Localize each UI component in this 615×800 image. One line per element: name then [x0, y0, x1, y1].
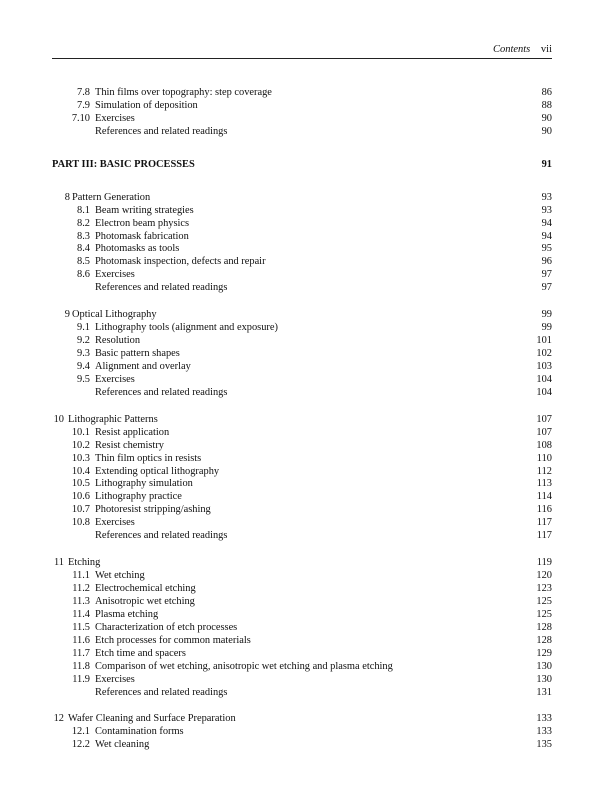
chapter-page-number: 133	[536, 713, 552, 725]
section-page-number: 107	[536, 426, 552, 438]
section-page-number: 101	[536, 335, 552, 347]
section-page-number: 93	[541, 204, 552, 216]
chapter-page-number: 107	[536, 413, 552, 425]
section-page-number: 123	[536, 583, 552, 594]
section-page-number: 135	[536, 739, 552, 751]
toc-section-entry[interactable]	[52, 583, 552, 596]
section-title: Exercises	[95, 112, 135, 124]
section-title: Etch processes for common materials	[95, 634, 251, 646]
section-page-number: 104	[536, 386, 552, 398]
section-number: 10.1	[71, 426, 90, 438]
section-title: Photomask inspection, defects and repair	[95, 256, 266, 268]
toc-chapter-entry[interactable]	[52, 309, 552, 322]
toc-section-entry[interactable]	[52, 661, 552, 674]
section-number: 8.2	[77, 217, 90, 229]
section-title: Lithography tools (alignment and exposure)	[95, 322, 278, 334]
section-number: 10.4	[71, 465, 90, 477]
header-rule	[52, 58, 552, 59]
section-number: 8.1	[77, 204, 90, 216]
section-page-number: 90	[541, 112, 552, 124]
section-page-number: 114	[536, 491, 552, 503]
section-page-number: 128	[536, 634, 552, 646]
toc-section-entry[interactable]	[52, 478, 552, 491]
section-title: Thin film optics in resists	[95, 452, 202, 464]
section-title: References and related readings	[95, 282, 228, 294]
section-number: 8.3	[77, 230, 90, 242]
section-page-number: 99	[541, 322, 552, 334]
toc-section-entry[interactable]	[52, 635, 552, 648]
section-page-number: 94	[541, 230, 552, 242]
toc-references-entry[interactable]	[52, 530, 552, 543]
toc-chapter-entry[interactable]	[52, 192, 552, 205]
section-title: Photomask fabrication	[95, 230, 189, 242]
toc-section-entry[interactable]	[52, 504, 552, 517]
section-number: 8.5	[77, 256, 90, 268]
section-title: Lithography practice	[95, 491, 182, 503]
section-page-number: 128	[536, 621, 552, 633]
section-title: Photomasks as tools	[95, 243, 180, 255]
chapter-title: Etching	[68, 557, 101, 569]
toc-section-entry[interactable]	[52, 361, 552, 374]
section-page-number: 120	[536, 570, 552, 582]
section-number: 11.4	[72, 608, 90, 620]
section-page-number: 97	[541, 269, 552, 281]
toc-section-entry[interactable]	[52, 466, 552, 479]
section-number: 12.1	[71, 726, 90, 738]
section-title: Thin films over topography: step coverage	[95, 87, 272, 98]
section-title: Exercises	[95, 673, 135, 685]
section-number: 7.8	[77, 87, 90, 98]
section-number: 10.7	[71, 504, 90, 516]
section-page-number: 125	[536, 608, 552, 620]
chapter-number: 8	[64, 191, 70, 203]
section-title: References and related readings	[95, 530, 228, 542]
toc-section-entry[interactable]	[52, 674, 552, 687]
section-number: 8.4	[77, 243, 90, 255]
toc-section-entry[interactable]	[52, 113, 552, 126]
chapter-page-number: 119	[536, 557, 552, 569]
toc-section-entry[interactable]	[52, 440, 552, 453]
section-page-number: 110	[536, 452, 552, 464]
toc-section-entry[interactable]	[52, 517, 552, 530]
chapter-page-number: 93	[541, 191, 552, 203]
chapter-page-number: 99	[541, 309, 552, 321]
section-title: Electrochemical etching	[95, 583, 196, 594]
toc-section-entry[interactable]	[52, 648, 552, 661]
toc-section-entry[interactable]	[52, 427, 552, 440]
running-header-title: Contents	[492, 44, 531, 55]
toc-section-entry[interactable]	[52, 491, 552, 504]
toc-section-entry[interactable]	[52, 453, 552, 466]
toc-section-entry[interactable]	[52, 570, 552, 583]
toc-chapter-entry[interactable]	[52, 557, 552, 570]
toc-spacer	[52, 400, 552, 414]
section-number: 11.9	[72, 673, 90, 685]
running-header-page-number: vii	[540, 44, 552, 55]
section-title: Beam writing strategies	[95, 204, 194, 216]
section-number: 9.5	[77, 373, 90, 385]
section-title: Exercises	[95, 517, 135, 529]
section-title: Extending optical lithography	[95, 465, 220, 477]
section-number: 8.6	[77, 269, 90, 281]
toc-chapter-entry[interactable]	[52, 414, 552, 427]
toc-section-entry[interactable]	[52, 726, 552, 739]
chapter-title: Optical Lithography	[72, 309, 157, 321]
section-title: Basic pattern shapes	[95, 348, 180, 359]
section-number: 9.2	[77, 335, 90, 347]
toc-section-entry[interactable]	[52, 256, 552, 269]
section-page-number: 102	[536, 348, 552, 359]
toc-section-entry[interactable]	[52, 243, 552, 256]
toc-section-entry[interactable]	[52, 609, 552, 622]
section-title: Exercises	[95, 373, 135, 385]
section-title: Resist application	[95, 426, 170, 438]
section-page-number: 130	[536, 660, 552, 672]
section-number: 11.7	[72, 647, 90, 659]
section-page-number: 125	[536, 595, 552, 607]
toc-section-entry[interactable]	[52, 269, 552, 282]
section-title: Wet cleaning	[95, 739, 150, 751]
section-title: References and related readings	[95, 125, 228, 137]
chapter-title: Wafer Cleaning and Surface Preparation	[68, 713, 236, 725]
toc-section-entry[interactable]	[52, 335, 552, 348]
toc-spacer	[52, 699, 552, 713]
toc-spacer	[52, 543, 552, 557]
part-page-number: 91	[541, 158, 552, 170]
section-page-number: 112	[536, 465, 552, 477]
section-number: 9.1	[77, 322, 90, 334]
section-title: Contamination forms	[95, 726, 184, 738]
toc-section-entry[interactable]	[52, 739, 552, 752]
toc-section-entry[interactable]	[52, 322, 552, 335]
section-number: 10.6	[71, 491, 90, 503]
section-title: Alignment and overlay	[95, 360, 191, 372]
section-title: Wet etching	[95, 570, 145, 582]
section-title: Comparison of wet etching, anisotropic wet etching and plasma etching	[95, 660, 393, 672]
section-title: Characterization of etch processes	[95, 621, 238, 633]
section-number: 11.8	[72, 660, 90, 672]
section-title: Lithography simulation	[95, 478, 193, 490]
toc-references-entry[interactable]	[52, 126, 552, 139]
section-number: 10.3	[71, 452, 90, 464]
section-page-number: 94	[541, 217, 552, 229]
toc-references-entry[interactable]	[52, 282, 552, 295]
toc-section-entry[interactable]	[52, 622, 552, 635]
section-title: Resolution	[95, 335, 141, 347]
section-page-number: 104	[536, 373, 552, 385]
section-title: Resist chemistry	[95, 439, 164, 451]
section-number: 11.2	[72, 583, 90, 594]
section-number: 11.3	[72, 595, 90, 607]
toc-section-entry[interactable]	[52, 218, 552, 231]
chapter-number: 11	[53, 557, 64, 569]
toc-spacer	[52, 172, 552, 192]
section-page-number: 90	[541, 125, 552, 137]
section-title: Photoresist stripping/ashing	[95, 504, 211, 516]
section-number: 10.2	[71, 439, 90, 451]
section-page-number: 108	[536, 439, 552, 451]
toc-spacer	[52, 139, 552, 159]
section-page-number: 86	[541, 87, 552, 98]
section-page-number: 131	[536, 686, 552, 698]
toc-references-entry[interactable]	[52, 387, 552, 400]
section-title: Plasma etching	[95, 608, 159, 620]
toc-section-entry[interactable]	[52, 205, 552, 218]
toc-section-entry[interactable]	[52, 374, 552, 387]
section-title: Exercises	[95, 269, 135, 281]
section-page-number: 95	[541, 243, 552, 255]
section-page-number: 117	[536, 517, 552, 529]
section-page-number: 129	[536, 647, 552, 659]
section-number: 12.2	[71, 739, 90, 751]
section-number: 11.5	[72, 621, 90, 633]
section-number: 11.6	[72, 634, 90, 646]
section-number: 10.5	[71, 478, 90, 490]
section-number: 7.9	[77, 99, 90, 111]
section-page-number: 97	[541, 282, 552, 294]
chapter-number: 10	[53, 413, 64, 425]
toc-references-entry[interactable]	[52, 687, 552, 700]
section-number: 9.3	[77, 348, 90, 359]
chapter-title: Pattern Generation	[72, 191, 151, 203]
section-page-number: 103	[536, 360, 552, 372]
toc-section-entry[interactable]	[52, 231, 552, 244]
table-of-contents	[52, 87, 552, 752]
section-title: References and related readings	[95, 686, 228, 698]
toc-section-entry[interactable]	[52, 596, 552, 609]
toc-section-entry[interactable]	[52, 348, 552, 361]
chapter-title: Lithographic Patterns	[68, 413, 158, 425]
section-title: Etch time and spacers	[95, 647, 186, 659]
section-page-number: 113	[536, 478, 552, 490]
section-number: 9.4	[77, 360, 90, 372]
chapter-number: 12	[53, 713, 64, 725]
part-title: PART III: BASIC PROCESSES	[52, 158, 195, 170]
toc-chapter-entry[interactable]	[52, 713, 552, 726]
section-title: Electron beam physics	[95, 217, 190, 229]
running-header	[52, 44, 552, 57]
toc-section-entry[interactable]	[52, 100, 552, 113]
section-page-number: 116	[536, 504, 552, 516]
section-title: References and related readings	[95, 386, 228, 398]
chapter-number: 9	[64, 309, 70, 321]
section-page-number: 130	[536, 673, 552, 685]
toc-section-entry[interactable]	[52, 87, 552, 100]
section-number: 7.10	[71, 112, 90, 124]
section-number: 10.8	[71, 517, 90, 529]
section-title: Anisotropic wet etching	[95, 595, 195, 607]
section-page-number: 96	[541, 256, 552, 268]
section-number: 11.1	[72, 570, 90, 582]
section-page-number: 88	[541, 99, 552, 111]
section-page-number: 117	[536, 530, 552, 542]
toc-spacer	[52, 295, 552, 309]
section-page-number: 133	[536, 726, 552, 738]
toc-part-heading[interactable]	[52, 159, 552, 172]
section-title: Simulation of deposition	[95, 99, 198, 111]
